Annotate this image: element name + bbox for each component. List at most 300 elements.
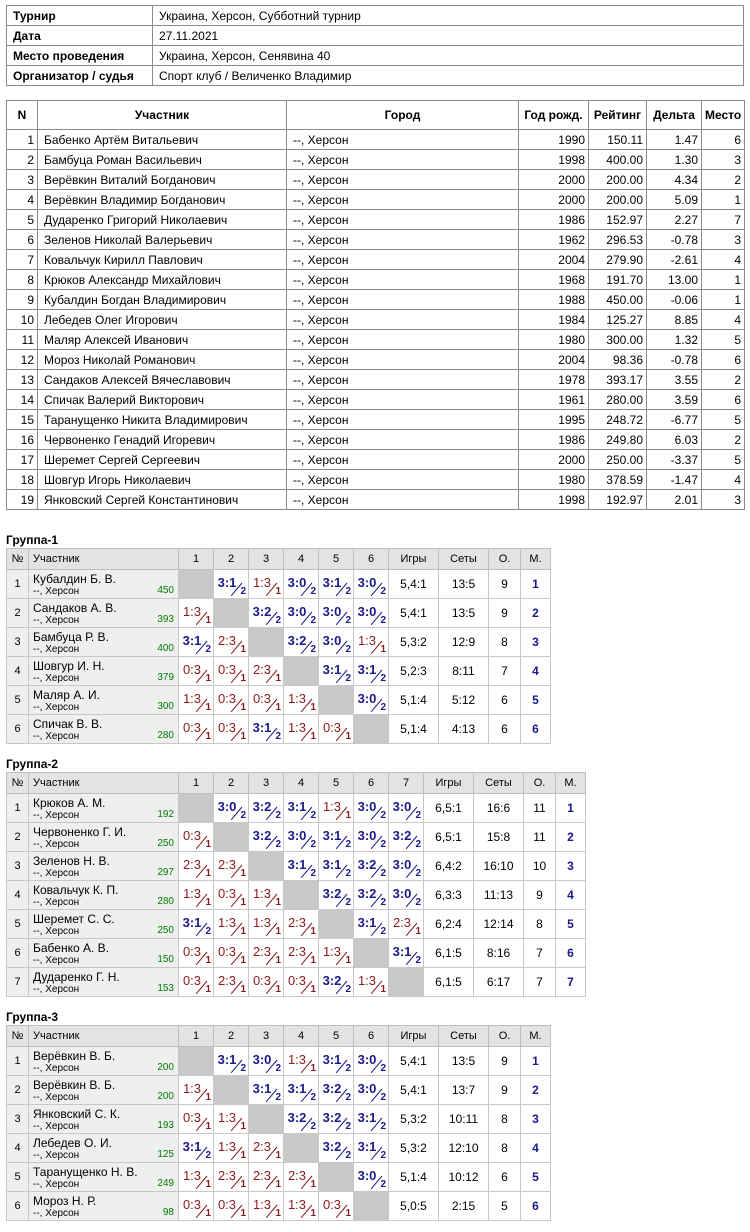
match-result-cell[interactable] bbox=[214, 657, 249, 686]
column-header: Участник bbox=[29, 773, 179, 794]
table-cell: 3 bbox=[702, 150, 745, 170]
diagonal-cell bbox=[179, 570, 214, 599]
table-cell: --, Херсон bbox=[287, 370, 519, 390]
match-result-cell[interactable] bbox=[284, 599, 319, 628]
player-name[interactable]: Сандаков А. В. bbox=[33, 601, 117, 615]
match-result-cell[interactable] bbox=[179, 657, 214, 686]
table-cell: 5 bbox=[702, 330, 745, 350]
match-result-cell[interactable] bbox=[389, 794, 424, 823]
match-result-cell[interactable] bbox=[354, 570, 389, 599]
match-points: 2 bbox=[380, 1150, 386, 1161]
points-stat: 11 bbox=[524, 823, 556, 852]
table-cell: 300.00 bbox=[589, 330, 647, 350]
match-result-cell[interactable] bbox=[319, 1192, 354, 1221]
match-result-cell[interactable] bbox=[179, 881, 214, 910]
match-result-cell[interactable] bbox=[179, 939, 214, 968]
match-score: 1:3 bbox=[322, 944, 342, 959]
match-result-cell[interactable] bbox=[284, 939, 319, 968]
player-number: 3 bbox=[7, 852, 29, 881]
table-cell: 1962 bbox=[519, 230, 589, 250]
player-name[interactable]: Верёвкин В. Б. bbox=[33, 1049, 116, 1063]
match-result-cell[interactable] bbox=[284, 852, 319, 881]
match-result-cell[interactable] bbox=[319, 628, 354, 657]
match-result-cell[interactable] bbox=[319, 794, 354, 823]
match-result-cell[interactable] bbox=[214, 570, 249, 599]
table-cell: 1 bbox=[702, 290, 745, 310]
match-result-cell[interactable] bbox=[319, 599, 354, 628]
match-score: 0:3 bbox=[252, 973, 272, 988]
table-row bbox=[7, 390, 745, 410]
match-score: 1:3 bbox=[252, 915, 272, 930]
match-result-cell[interactable] bbox=[354, 657, 389, 686]
match-result-cell[interactable] bbox=[319, 939, 354, 968]
match-result-cell[interactable] bbox=[284, 1192, 319, 1221]
table-cell: 2000 bbox=[519, 170, 589, 190]
match-score: 1:3 bbox=[287, 1052, 307, 1067]
games-stat: 6,5:1 bbox=[424, 794, 474, 823]
column-header: 2 bbox=[214, 549, 249, 570]
sets-stat: 13:7 bbox=[439, 1076, 489, 1105]
table-cell: 2 bbox=[702, 170, 745, 190]
games-stat: 6,1:5 bbox=[424, 939, 474, 968]
match-result-cell[interactable] bbox=[284, 628, 319, 657]
table-cell: --, Херсон bbox=[287, 330, 519, 350]
match-result-cell[interactable] bbox=[179, 1076, 214, 1105]
player-number: 5 bbox=[7, 910, 29, 939]
match-result-cell[interactable] bbox=[214, 628, 249, 657]
player-name[interactable]: Мороз Н. Р. bbox=[33, 1194, 97, 1208]
match-result-cell[interactable] bbox=[179, 599, 214, 628]
points-stat: 5 bbox=[489, 1192, 521, 1221]
points-stat: 6 bbox=[489, 686, 521, 715]
match-result-cell[interactable] bbox=[284, 1076, 319, 1105]
match-points: 1 bbox=[240, 926, 246, 937]
match-points: 1 bbox=[205, 702, 211, 713]
match-result-cell[interactable] bbox=[249, 1134, 284, 1163]
table-row bbox=[7, 881, 586, 910]
match-result-cell[interactable] bbox=[249, 657, 284, 686]
table-cell: 1986 bbox=[519, 430, 589, 450]
match-points: 1 bbox=[380, 984, 386, 995]
sets-stat: 16:6 bbox=[474, 794, 524, 823]
player-name[interactable]: Червоненко Г. И. bbox=[33, 825, 127, 839]
points-stat: 8 bbox=[489, 1134, 521, 1163]
match-result-cell[interactable] bbox=[249, 1047, 284, 1076]
match-points: 1 bbox=[275, 1179, 281, 1190]
table-cell: --, Херсон bbox=[287, 470, 519, 490]
match-score: 2:3 bbox=[217, 1168, 237, 1183]
match-result-cell[interactable] bbox=[284, 570, 319, 599]
match-points: 2 bbox=[345, 673, 351, 684]
diagonal-cell bbox=[354, 939, 389, 968]
match-result-cell[interactable] bbox=[354, 1163, 389, 1192]
table-cell: 192.97 bbox=[589, 490, 647, 510]
match-result-cell[interactable] bbox=[214, 1192, 249, 1221]
table-cell: -1.47 bbox=[647, 470, 702, 490]
match-result-cell[interactable] bbox=[319, 852, 354, 881]
diagonal-cell bbox=[249, 1105, 284, 1134]
match-result-cell[interactable] bbox=[249, 570, 284, 599]
match-score: 1:3 bbox=[182, 604, 202, 619]
info-row bbox=[7, 26, 744, 46]
match-result-cell[interactable] bbox=[354, 910, 389, 939]
match-result-cell[interactable] bbox=[214, 794, 249, 823]
table-cell: 1995 bbox=[519, 410, 589, 430]
match-score: 3:0 bbox=[287, 575, 307, 590]
points-stat: 7 bbox=[524, 968, 556, 997]
games-stat: 5,4:1 bbox=[389, 1047, 439, 1076]
table-cell: 18 bbox=[7, 470, 38, 490]
table-row bbox=[7, 715, 551, 744]
match-result-cell[interactable] bbox=[249, 939, 284, 968]
table-row bbox=[7, 190, 745, 210]
match-points: 1 bbox=[240, 868, 246, 879]
match-points: 1 bbox=[240, 1150, 246, 1161]
match-result-cell[interactable] bbox=[249, 686, 284, 715]
sets-stat: 10:11 bbox=[439, 1105, 489, 1134]
match-points: 2 bbox=[380, 1092, 386, 1103]
match-result-cell[interactable] bbox=[179, 823, 214, 852]
place-stat: 6 bbox=[556, 939, 586, 968]
player-cell bbox=[29, 1134, 179, 1163]
table-cell: 1998 bbox=[519, 150, 589, 170]
match-result-cell[interactable] bbox=[354, 852, 389, 881]
column-header: Игры bbox=[389, 549, 439, 570]
match-result-cell[interactable] bbox=[214, 715, 249, 744]
match-result-cell[interactable] bbox=[214, 939, 249, 968]
player-name[interactable]: Бабенко А. В. bbox=[33, 941, 109, 955]
match-score: 1:3 bbox=[217, 915, 237, 930]
match-result-cell[interactable] bbox=[354, 628, 389, 657]
diagonal-cell bbox=[179, 794, 214, 823]
match-result-cell[interactable] bbox=[179, 1105, 214, 1134]
column-header: 3 bbox=[249, 1026, 284, 1047]
match-result-cell[interactable] bbox=[319, 570, 354, 599]
match-points: 2 bbox=[345, 1150, 351, 1161]
player-name[interactable]: Верёвкин В. Б. bbox=[33, 1078, 116, 1092]
table-row bbox=[7, 1047, 551, 1076]
match-result-cell[interactable] bbox=[389, 910, 424, 939]
match-result-cell[interactable] bbox=[249, 823, 284, 852]
match-result-cell[interactable] bbox=[284, 910, 319, 939]
player-name[interactable]: Таранущенко Н. В. bbox=[33, 1165, 138, 1179]
sets-stat: 12:10 bbox=[439, 1134, 489, 1163]
match-result-cell[interactable] bbox=[319, 657, 354, 686]
place-stat: 1 bbox=[521, 570, 551, 599]
match-result-cell[interactable] bbox=[284, 686, 319, 715]
match-points: 1 bbox=[275, 702, 281, 713]
match-result-cell[interactable] bbox=[249, 715, 284, 744]
player-name[interactable]: Янковский С. К. bbox=[33, 1107, 121, 1121]
match-result-cell[interactable] bbox=[179, 1192, 214, 1221]
match-points: 1 bbox=[240, 644, 246, 655]
match-result-cell[interactable] bbox=[214, 686, 249, 715]
match-score: 3:0 bbox=[287, 828, 307, 843]
table-cell: Верёвкин Владимир Богданович bbox=[38, 190, 287, 210]
match-result-cell[interactable] bbox=[214, 1163, 249, 1192]
match-result-cell[interactable] bbox=[284, 1163, 319, 1192]
match-result-cell[interactable] bbox=[214, 852, 249, 881]
info-value: Украина, Херсон, Субботний турнир bbox=[153, 6, 744, 26]
table-cell: --, Херсон bbox=[287, 250, 519, 270]
games-stat: 5,2:3 bbox=[389, 657, 439, 686]
player-name[interactable]: Спичак В. В. bbox=[33, 717, 103, 731]
match-score: 0:3 bbox=[182, 973, 202, 988]
match-score: 3:2 bbox=[252, 799, 272, 814]
player-number: 4 bbox=[7, 657, 29, 686]
table-cell: Дударенко Григорий Николаевич bbox=[38, 210, 287, 230]
match-score: 1:3 bbox=[287, 691, 307, 706]
match-result-cell[interactable] bbox=[249, 881, 284, 910]
match-points: 1 bbox=[345, 1208, 351, 1219]
match-score: 2:3 bbox=[252, 1168, 272, 1183]
player-rating: 200 bbox=[157, 1062, 174, 1073]
player-cell bbox=[29, 823, 179, 852]
match-result-cell[interactable] bbox=[179, 1163, 214, 1192]
match-result-cell[interactable] bbox=[354, 1047, 389, 1076]
match-result-cell[interactable] bbox=[354, 1134, 389, 1163]
player-city: --, Херсон bbox=[33, 1179, 80, 1190]
match-result-cell[interactable] bbox=[249, 910, 284, 939]
match-result-cell[interactable] bbox=[389, 852, 424, 881]
player-rating: 153 bbox=[157, 983, 174, 994]
table-cell: 11 bbox=[7, 330, 38, 350]
column-header: Дельта bbox=[647, 101, 702, 130]
column-header: 5 bbox=[319, 773, 354, 794]
info-value: Украина, Херсон, Сенявина 40 bbox=[153, 46, 744, 66]
match-result-cell[interactable] bbox=[179, 968, 214, 997]
match-result-cell[interactable] bbox=[389, 823, 424, 852]
player-name[interactable]: Шовгур И. Н. bbox=[33, 659, 105, 673]
info-row bbox=[7, 46, 744, 66]
diagonal-cell bbox=[354, 1192, 389, 1221]
player-cell bbox=[29, 852, 179, 881]
player-rating: 280 bbox=[157, 896, 174, 907]
table-cell: 2000 bbox=[519, 450, 589, 470]
table-cell: 16 bbox=[7, 430, 38, 450]
table-cell: Янковский Сергей Константинович bbox=[38, 490, 287, 510]
match-result-cell[interactable] bbox=[179, 628, 214, 657]
sets-stat: 4:13 bbox=[439, 715, 489, 744]
table-row bbox=[7, 910, 586, 939]
table-cell: 1.47 bbox=[647, 130, 702, 150]
table-cell: Спичак Валерий Викторович bbox=[38, 390, 287, 410]
match-points: 1 bbox=[275, 1150, 281, 1161]
player-cell bbox=[29, 599, 179, 628]
match-result-cell[interactable] bbox=[354, 881, 389, 910]
match-score: 1:3 bbox=[217, 1139, 237, 1154]
match-result-cell[interactable] bbox=[179, 715, 214, 744]
table-cell: 2.01 bbox=[647, 490, 702, 510]
player-name[interactable]: Кубалдин Б. В. bbox=[33, 572, 116, 586]
match-points: 1 bbox=[240, 897, 246, 908]
match-result-cell[interactable] bbox=[179, 1134, 214, 1163]
match-score: 1:3 bbox=[252, 1197, 272, 1212]
column-header: Игры bbox=[424, 773, 474, 794]
match-result-cell[interactable] bbox=[354, 686, 389, 715]
player-city: --, Херсон bbox=[33, 615, 80, 626]
match-result-cell[interactable] bbox=[249, 1192, 284, 1221]
points-stat: 7 bbox=[489, 657, 521, 686]
match-score: 3:2 bbox=[252, 604, 272, 619]
diagonal-cell bbox=[214, 823, 249, 852]
games-stat: 5,3:2 bbox=[389, 1134, 439, 1163]
table-row bbox=[7, 410, 745, 430]
table-cell: 3.55 bbox=[647, 370, 702, 390]
match-result-cell[interactable] bbox=[354, 794, 389, 823]
table-cell: 7 bbox=[7, 250, 38, 270]
match-result-cell[interactable] bbox=[249, 599, 284, 628]
table-cell: 8.85 bbox=[647, 310, 702, 330]
table-cell: Ковальчук Кирилл Павлович bbox=[38, 250, 287, 270]
player-name[interactable]: Шеремет С. С. bbox=[33, 912, 115, 926]
match-result-cell[interactable] bbox=[214, 1105, 249, 1134]
sets-stat: 8:11 bbox=[439, 657, 489, 686]
table-cell: 5.09 bbox=[647, 190, 702, 210]
player-name[interactable]: Маляр А. И. bbox=[33, 688, 100, 702]
match-result-cell[interactable] bbox=[354, 968, 389, 997]
table-cell: 4 bbox=[702, 470, 745, 490]
match-result-cell[interactable] bbox=[214, 910, 249, 939]
match-score: 1:3 bbox=[322, 799, 342, 814]
match-score: 2:3 bbox=[217, 633, 237, 648]
player-number: 5 bbox=[7, 686, 29, 715]
games-stat: 6,4:2 bbox=[424, 852, 474, 881]
match-score: 0:3 bbox=[217, 886, 237, 901]
player-number: 1 bbox=[7, 794, 29, 823]
diagonal-cell bbox=[319, 686, 354, 715]
match-result-cell[interactable] bbox=[389, 939, 424, 968]
match-score: 3:1 bbox=[287, 857, 307, 872]
match-score: 3:0 bbox=[287, 604, 307, 619]
match-result-cell[interactable] bbox=[354, 823, 389, 852]
match-result-cell[interactable] bbox=[319, 881, 354, 910]
player-city: --, Херсон bbox=[33, 839, 80, 850]
player-number: 4 bbox=[7, 881, 29, 910]
player-name[interactable]: Лебедев О. И. bbox=[33, 1136, 112, 1150]
match-result-cell[interactable] bbox=[319, 1105, 354, 1134]
match-score: 2:3 bbox=[252, 662, 272, 677]
match-result-cell[interactable] bbox=[354, 1105, 389, 1134]
place-stat: 3 bbox=[556, 852, 586, 881]
match-result-cell[interactable] bbox=[249, 794, 284, 823]
match-score: 3:2 bbox=[322, 973, 342, 988]
points-stat: 9 bbox=[489, 1076, 521, 1105]
match-score: 2:3 bbox=[392, 915, 412, 930]
table-cell: 5 bbox=[702, 410, 745, 430]
match-result-cell[interactable] bbox=[319, 968, 354, 997]
player-cell bbox=[29, 570, 179, 599]
table-row bbox=[7, 1076, 551, 1105]
match-score: 1:3 bbox=[182, 691, 202, 706]
table-cell: --, Херсон bbox=[287, 410, 519, 430]
match-result-cell[interactable] bbox=[214, 1047, 249, 1076]
match-points: 1 bbox=[380, 644, 386, 655]
column-header: 3 bbox=[249, 773, 284, 794]
match-points: 2 bbox=[345, 868, 351, 879]
match-result-cell[interactable] bbox=[354, 1076, 389, 1105]
player-name[interactable]: Бамбуца Р. В. bbox=[33, 630, 109, 644]
match-score: 2:3 bbox=[217, 857, 237, 872]
player-cell bbox=[29, 794, 179, 823]
table-row bbox=[7, 250, 745, 270]
match-points: 2 bbox=[380, 868, 386, 879]
match-result-cell[interactable] bbox=[179, 852, 214, 881]
match-result-cell[interactable] bbox=[179, 686, 214, 715]
player-name[interactable]: Дударенко Г. Н. bbox=[33, 970, 120, 984]
column-header: 7 bbox=[389, 773, 424, 794]
match-points: 2 bbox=[345, 1063, 351, 1074]
match-result-cell[interactable] bbox=[284, 1047, 319, 1076]
sets-stat: 16:10 bbox=[474, 852, 524, 881]
match-points: 1 bbox=[205, 615, 211, 626]
match-result-cell[interactable] bbox=[389, 881, 424, 910]
match-result-cell[interactable] bbox=[319, 1134, 354, 1163]
table-cell: 8 bbox=[7, 270, 38, 290]
table-cell: 13.00 bbox=[647, 270, 702, 290]
match-score: 3:1 bbox=[322, 828, 342, 843]
match-score: 1:3 bbox=[357, 973, 377, 988]
match-result-cell[interactable] bbox=[319, 823, 354, 852]
player-name[interactable]: Ковальчук К. П. bbox=[33, 883, 119, 897]
sets-stat: 12:9 bbox=[439, 628, 489, 657]
match-result-cell[interactable] bbox=[284, 823, 319, 852]
info-key: Место проведения bbox=[7, 46, 153, 66]
player-name[interactable]: Зеленов Н. В. bbox=[33, 854, 110, 868]
column-header: 2 bbox=[214, 1026, 249, 1047]
diagonal-cell bbox=[284, 657, 319, 686]
table-cell: 13 bbox=[7, 370, 38, 390]
match-result-cell[interactable] bbox=[284, 794, 319, 823]
match-points: 2 bbox=[275, 839, 281, 850]
player-city: --, Херсон bbox=[33, 1121, 80, 1132]
match-score: 0:3 bbox=[217, 662, 237, 677]
match-result-cell[interactable] bbox=[179, 910, 214, 939]
match-result-cell[interactable] bbox=[249, 1163, 284, 1192]
table-cell: --, Херсон bbox=[287, 210, 519, 230]
table-cell: 296.53 bbox=[589, 230, 647, 250]
player-number: 3 bbox=[7, 628, 29, 657]
table-row bbox=[7, 450, 745, 470]
match-score: 3:0 bbox=[357, 1168, 377, 1183]
match-result-cell[interactable] bbox=[354, 599, 389, 628]
match-result-cell[interactable] bbox=[284, 968, 319, 997]
match-result-cell[interactable] bbox=[284, 1105, 319, 1134]
match-result-cell[interactable] bbox=[214, 968, 249, 997]
sets-stat: 13:5 bbox=[439, 1047, 489, 1076]
match-result-cell[interactable] bbox=[214, 1134, 249, 1163]
player-cell bbox=[29, 939, 179, 968]
match-result-cell[interactable] bbox=[284, 715, 319, 744]
table-row bbox=[7, 170, 745, 190]
match-result-cell[interactable] bbox=[319, 1047, 354, 1076]
group-table bbox=[6, 772, 586, 997]
match-score: 3:2 bbox=[252, 828, 272, 843]
match-result-cell[interactable] bbox=[249, 968, 284, 997]
match-score: 0:3 bbox=[182, 828, 202, 843]
match-points: 2 bbox=[380, 615, 386, 626]
player-city: --, Херсон bbox=[33, 731, 80, 742]
match-result-cell[interactable] bbox=[319, 715, 354, 744]
match-result-cell[interactable] bbox=[319, 1076, 354, 1105]
match-points: 1 bbox=[205, 1121, 211, 1132]
player-rating: 297 bbox=[157, 867, 174, 878]
points-stat: 6 bbox=[489, 1163, 521, 1192]
table-cell: 279.90 bbox=[589, 250, 647, 270]
match-result-cell[interactable] bbox=[249, 1076, 284, 1105]
match-result-cell[interactable] bbox=[214, 881, 249, 910]
player-name[interactable]: Крюков А. М. bbox=[33, 796, 106, 810]
